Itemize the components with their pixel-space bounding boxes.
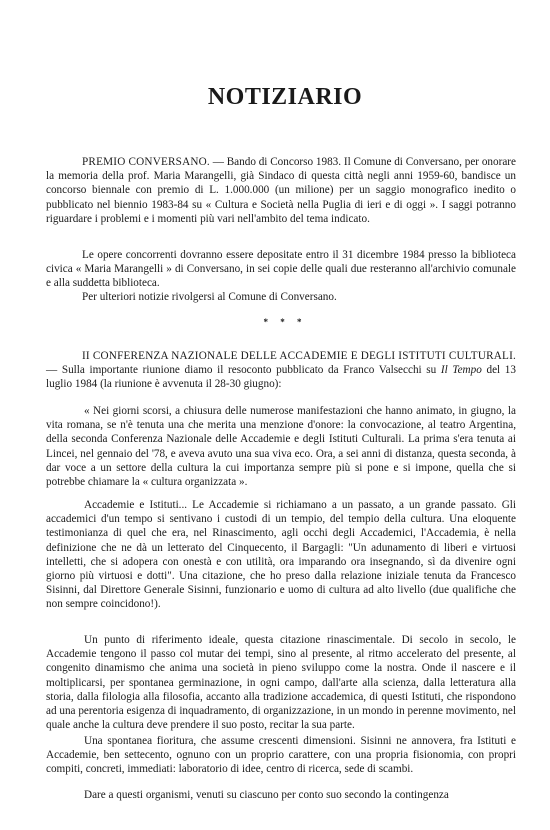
- newspaper-name: Il Tempo: [440, 364, 482, 377]
- conferenza-intro-paragraph: [46, 349, 516, 392]
- quote-paragraph-2: Accademie e Istituti... Le Accademie si richiamano a un passato, a un grande passato. Gli accademici d'un tempo si sentivano i custodi di un tempio, del tempio della cultura. Una eloquente testimonianza di quel che era, nel Rinascimento, agli occhi degli Accademici, l'Accademia, è nella definizione che ne dà un letterato del Cinquecento, il Bargagli: "Un adunamento di liberi e virtuosi intelletti, che si adopera con onestà e con utilità, ora imparando ora insegnando, sì da divenire ogni giorno più virtuosi e dotti". Una citazione, che ho preso dalla relazione iniziale tenuta da Francesco Sisinni, dal Direttore Generale Sisinni, funzionario e uomo di cultura ad alto livello (due qualifiche che non sempre coincidono!).: [46, 499, 516, 611]
- page-title: NOTIZIARIO: [207, 84, 363, 110]
- conferenza-intro-after: del 13 luglio 1984 (la riunione è avvenuta il 28-30 giugno):: [46, 364, 516, 391]
- premio-heading: PREMIO CONVERSANO.: [82, 156, 210, 168]
- premio-text: — Bando di Concorso 1983. Il Comune di Conversano, per onorare la memoria della prof. Maria Marangelli, già Sindaco di questa città negli anni 1959-60, bandisce un concorso biennale con premio di L. 1.000.000 (un milione) per un saggio monografico inedito o pubblicato nel biennio 1983-84 su « Cultura e Società nella Puglia di ieri e di oggi ». I saggi potranno riguardare i problemi e i momenti più vari nell'ambito del tema indicato.: [46, 156, 516, 225]
- premio-deadline-paragraph: Le opere concorrenti dovranno essere depositate entro il 31 dicembre 1984 presso la biblioteca civica « Maria Marangelli » di Conversano, in sei copie delle quali due resteranno all'archivio comunale e alla suddetta biblioteca.: [46, 249, 516, 290]
- premio-contact-paragraph: Per ulteriori notizie rivolgersi al Comune di Conversano.: [82, 291, 337, 303]
- quote-paragraph-1: « Nei giorni scorsi, a chiusura delle numerose manifestazioni che hanno animato, in giugno, la vita romana, se n'è tenuta una che merita una menzione d'onore: la convocazione, al teatro Argentina, della seconda Conferenza Nazionale delle Accademie e degli Istituti Culturali. La prima s'era tenuta ai Lincei, nel gennaio del '78, e aveva avuto una sua viva eco. Ora, a sei anni di distanza, questa seconda, à dar voce a un settore della cultura la cui importanza sempre più si pone e si impone, quella che si potrebbe chiamare la « cultura organizzata ».: [46, 405, 516, 489]
- premio-paragraph: [46, 155, 516, 226]
- conferenza-intro-before: — Sulla importante riunione diamo il resoconto pubblicato da Franco Valsecchi su: [46, 364, 441, 377]
- quote-paragraph-3: Un punto di riferimento ideale, questa citazione rinascimentale. Di secolo in secolo, le Accademie tengono il passo col mutar dei tempi, sino al presente, al ritmo accelerato del presente, al congenito dinamismo che anima una società in pieno sviluppo come la nostra. Onde il nascere e il moltiplicarsi, per spontanea germinazione, in ogni campo, dall'arte alla scienza, dalla letteratura alla storia, dalla filologia alla filosofia, accanto alla tradizione accademica, di questi Istituti, che rispondono ad una perentoria esigenza di inquadramento, di organizzazione, in un mondo in perenne movimento, nel quale anche la cultura deve prendere il suo posto, recitar la sua parte.: [46, 634, 516, 732]
- quote-paragraph-4: Una spontanea fioritura, che assume crescenti dimensioni. Sisinni ne annovera, fra Istituti e Accademie, ben settecento, ognuno con un proprio carattere, con una propria fisionomia, con propri compiti, concreti, immediati: laboratorio di idee, centro di ricerca, sede di scambi.: [46, 735, 516, 776]
- conferenza-heading: II CONFERENZA NAZIONALE DELLE ACCADEMIE E DEGLI ISTITUTI CULTURALI.: [82, 350, 517, 362]
- quote-paragraph-5: Dare a questi organismi, venuti su ciascuno per conto suo secondo la contingenza: [84, 789, 449, 801]
- section-separator: * * *: [263, 317, 307, 327]
